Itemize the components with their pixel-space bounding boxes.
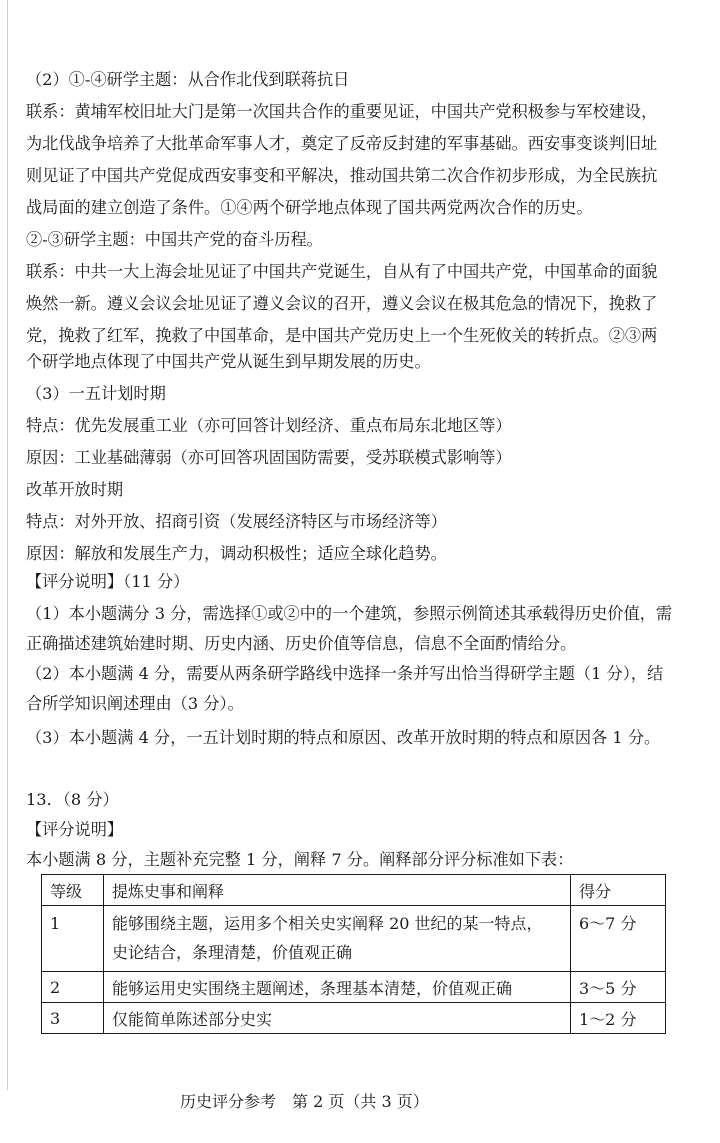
row-level: 2: [42, 972, 104, 1003]
q2-link-1-line-1: 联系：黄埔军校旧址大门是第一次国共合作的重要见证，中国共产党积极参与军校建设，: [26, 102, 658, 121]
q3-heading: （3）一五计划时期: [26, 384, 166, 403]
q2-link-2-line-2: 焕然一新。遵义会议会址见证了遵义会议的召开，遵义会议在极其危急的情况下，挽救了: [26, 294, 658, 313]
row-description: 仅能简单陈述部分史实: [104, 1003, 571, 1034]
row-score: 6～7 分: [571, 906, 666, 972]
table-header-description: 提炼史事和阐释: [104, 875, 571, 906]
row-score: 1～2 分: [571, 1003, 666, 1034]
scoring-note-2-line-2: 合所学知识阐述理由（3 分）。: [26, 694, 244, 713]
q2-link-2-line-1: 联系：中共一大上海会址见证了中国共产党诞生，自从有了中国共产党，中国革命的面貌: [26, 262, 658, 281]
q2-link-2-line-4: 个研学地点体现了中国共产党从诞生到早期发展的历史。: [26, 352, 431, 371]
q13-scoring-intro: 本小题满 8 分，主题补充完整 1 分，阐释 7 分。阐释部分评分标准如下表：: [26, 850, 574, 869]
page-footer: 历史评分参考 第 2 页（共 3 页）: [180, 1092, 429, 1111]
row-description: [104, 906, 571, 972]
q2-theme-2: ②-③研学主题：中国共产党的奋斗历程。: [26, 230, 323, 249]
row-level: 3: [42, 1003, 104, 1034]
table-row: [42, 906, 666, 972]
row-description-line-2: 史论结合，条理清楚，价值观正确: [112, 943, 353, 962]
q2-link-1-line-4: 战局面的建立创造了条件。①④两个研学地点体现了国共两党两次合作的历史。: [26, 198, 593, 217]
scoring-note-3: （3）本小题满 4 分，一五计划时期的特点和原因、改革开放时期的特点和原因各 1 分。: [26, 728, 661, 747]
table-header-row: [42, 875, 666, 906]
row-level: 1: [42, 906, 104, 972]
q13-heading: 13．（8 分）: [26, 790, 119, 809]
table-row: [42, 1003, 666, 1034]
row-description: 能够运用史实围绕主题阐述，条理基本清楚，价值观正确: [104, 972, 571, 1003]
q3-reform-heading: 改革开放时期: [26, 480, 124, 499]
q3-five-year-features: 特点：优先发展重工业（亦可回答计划经济、重点布局东北地区等）: [26, 416, 512, 435]
grading-table: [41, 874, 666, 1034]
q13-scoring-heading: 【评分说明】: [26, 820, 124, 839]
left-margin-line: [7, 0, 8, 1090]
q2-link-1-line-3: 则见证了中国共产党促成西安事变和平解决，推动国共第二次合作初步形成，为全民族抗: [26, 166, 658, 185]
q2-link-1-line-2: 为北伐战争培养了大批革命军事人才，奠定了反帝反封建的军事基础。西安事变谈判旧址: [26, 134, 658, 153]
q2-link-2-line-3: 党，挽救了红军，挽救了中国革命，是中国共产党历史上一个生死攸关的转折点。②③两: [26, 326, 658, 345]
q3-five-year-reasons: 原因：工业基础薄弱（亦可回答巩固国防需要，受苏联模式影响等）: [26, 448, 512, 467]
q2-theme-1: （2）①-④研学主题：从合作北伐到联蒋抗日: [26, 70, 350, 89]
scoring-note-1-line-1: （1）本小题满分 3 分，需选择①或②中的一个建筑，参照示例简述其承载得历史价值，需: [26, 604, 673, 623]
scoring-note-2-line-1: （2）本小题满 4 分，需要从两条研学路线中选择一条并写出恰当得研学主题（1 分），结: [26, 664, 664, 683]
table-header-score: 得分: [571, 875, 666, 906]
q3-reform-features: 特点：对外开放、招商引资（发展经济特区与市场经济等）: [26, 512, 447, 531]
q3-reform-reasons: 原因：解放和发展生产力，调动积极性；适应全球化趋势。: [26, 544, 447, 563]
table-row: [42, 972, 666, 1003]
scoring-note-1-line-2: 正确描述建筑始建时期、历史内涵、历史价值等信息，信息不全面酌情给分。: [26, 634, 577, 653]
scoring-note-heading: 【评分说明】（11 分）: [26, 572, 190, 591]
table-header-level: 等级: [42, 875, 104, 906]
row-description-line-1: 能够围绕主题，运用多个相关史实阐释 20 世纪的某一特点，: [112, 914, 543, 933]
row-score: 3～5 分: [571, 972, 666, 1003]
